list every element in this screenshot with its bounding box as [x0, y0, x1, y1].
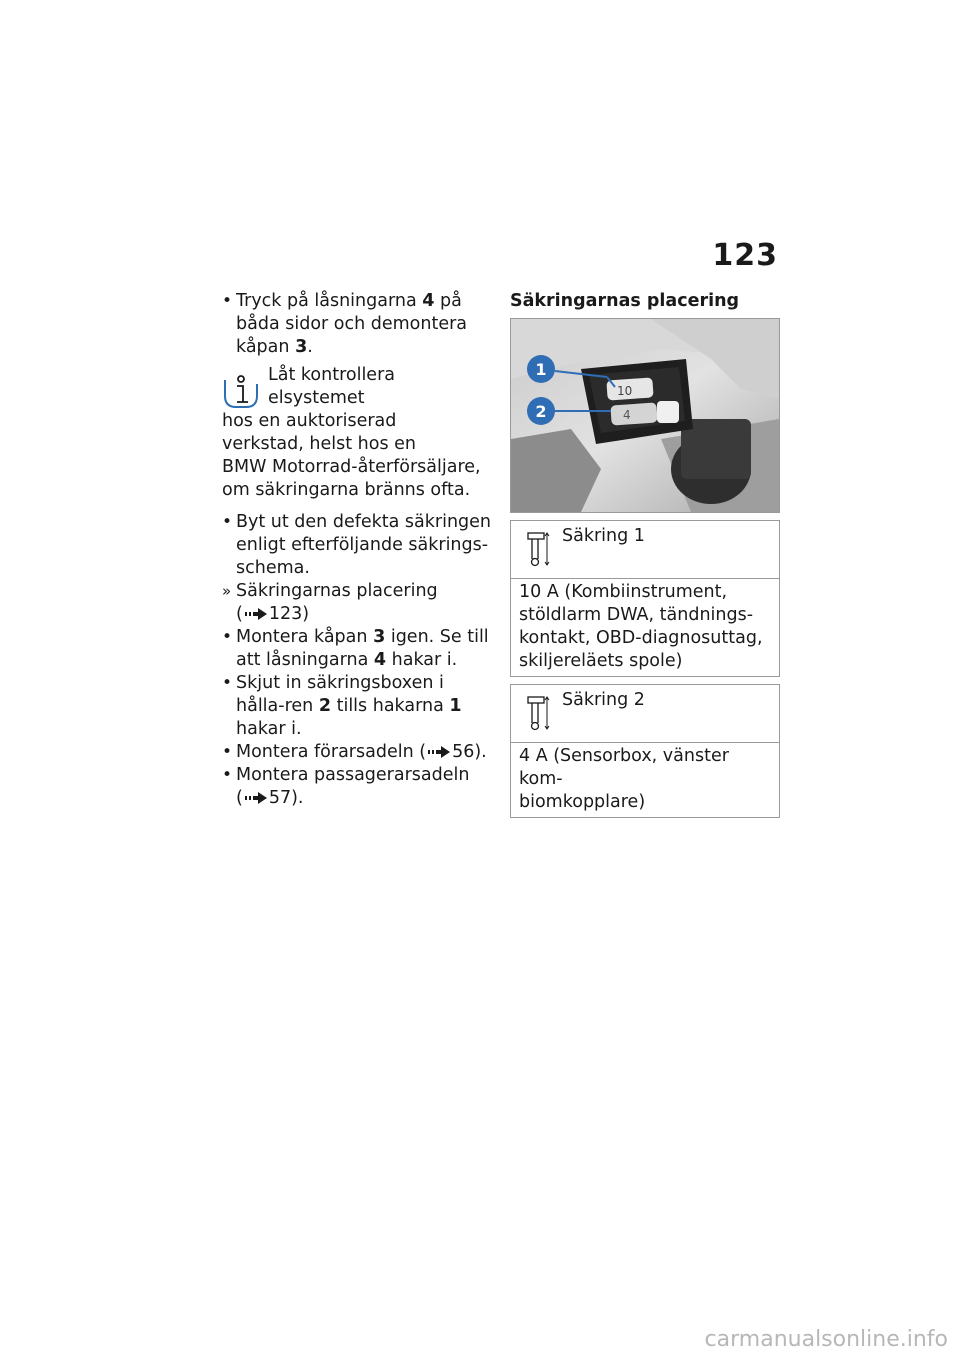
page-reference-arrow-icon	[428, 746, 450, 758]
fuse-icon	[526, 531, 550, 567]
fuse-location-column	[510, 290, 780, 818]
fuse-1-card	[510, 520, 780, 677]
result-marker: »	[222, 582, 232, 600]
info-note: Låt kontrollera elsystemet hos en auktoriserad verkstad, helst hos en BMW Motorrad-återförsäljare, om säkringarna bränns ofta.	[222, 365, 481, 500]
bullet: •	[222, 627, 233, 647]
callout-2: 2	[535, 402, 547, 421]
bullet: •	[222, 742, 233, 762]
callout-1: 1	[535, 360, 547, 379]
fuse-1-name: Säkring 1	[562, 526, 645, 546]
page-reference-arrow-icon	[245, 608, 267, 620]
info-icon	[222, 366, 260, 410]
fuse-2-header	[511, 685, 779, 743]
photo-fuse-label-1: 10	[617, 384, 633, 398]
page-number: 123	[712, 238, 778, 273]
photo-fuse-label-2: 4	[623, 408, 631, 422]
step-refit-rider-seat: • Montera förarsadeln ( 56).	[222, 742, 487, 762]
bullet: •	[222, 673, 233, 693]
fuse-1-description: 10 A (Kombiinstrument, stöldlarm DWA, tändnings- kontakt, OBD-diagnosuttag, skiljereläets spole)	[519, 582, 763, 671]
section-title: Säkringarnas placering	[510, 291, 740, 311]
bullet: •	[222, 512, 233, 532]
step-refit-passenger-seat: • Montera passagerarsadeln ( 57).	[222, 765, 470, 808]
step-insert-fusebox: • Skjut in säkringsboxen i hålla-ren 2 tills hakarna 1 hakar i.	[222, 673, 462, 739]
bullet: •	[222, 765, 233, 785]
step-refit-cover: • Montera kåpan 3 igen. Se till att låsningarna 4 hakar i.	[222, 627, 489, 670]
fuse-2-card	[510, 684, 780, 818]
instructions-column	[222, 290, 492, 810]
fuse-2-description: 4 A (Sensorbox, vänster kom- biomkopplare)	[519, 746, 729, 812]
fuse-2-name: Säkring 2	[562, 690, 645, 710]
step-remove-cover: • Tryck på låsningarna 4 på båda sidor och demontera kåpan 3.	[222, 291, 468, 357]
page-reference-arrow-icon	[245, 792, 267, 804]
fuse-icon	[526, 695, 550, 731]
bullet: •	[222, 291, 233, 311]
fuse-box-photo	[510, 318, 780, 513]
fuse-1-header	[511, 521, 779, 579]
watermark: carmanualsonline.info	[704, 1327, 948, 1352]
result-fuse-location: » Säkringarnas placering ( 123)	[222, 581, 438, 624]
step-replace-fuse: • Byt ut den defekta säkringen enligt efterföljande säkrings-schema.	[222, 512, 492, 578]
